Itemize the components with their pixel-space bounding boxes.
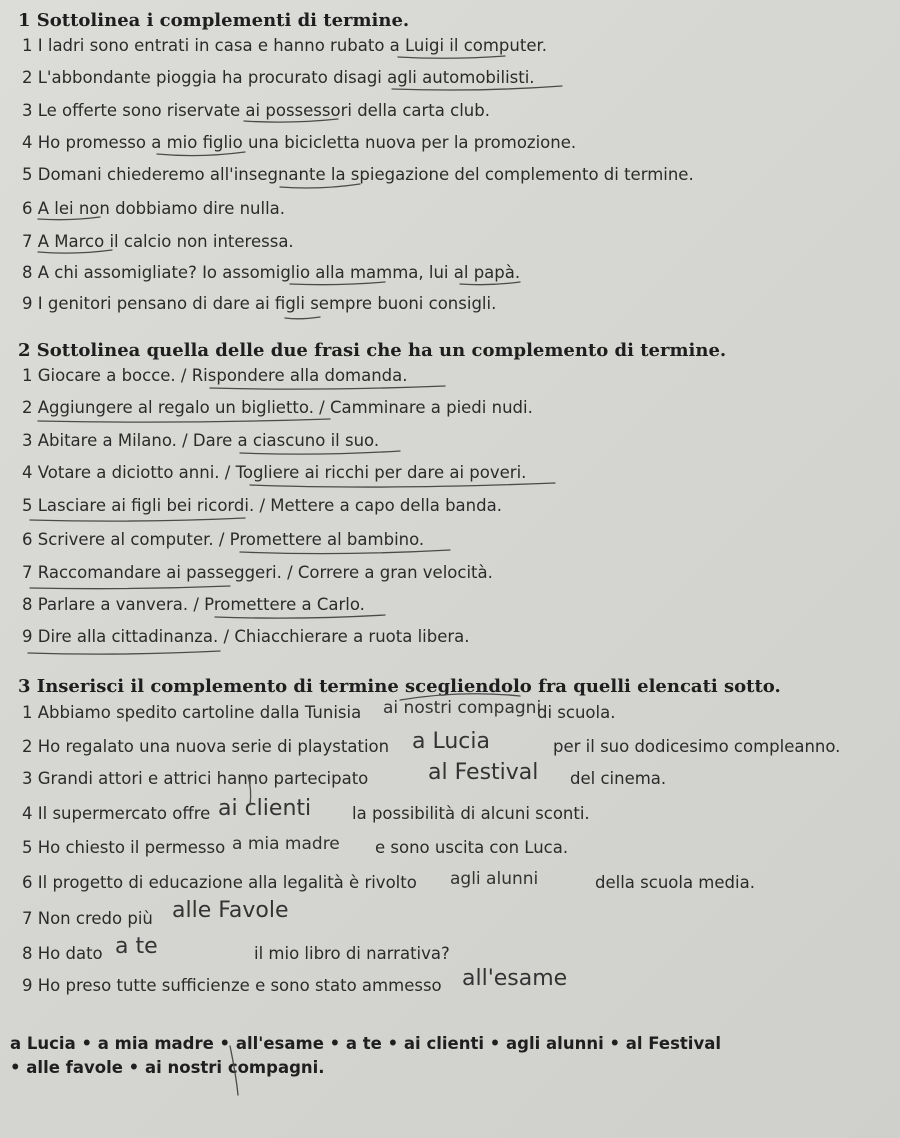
ex1-item-9: 9 I genitori pensano di dare ai figli sempre buoni consigli.: [22, 294, 497, 313]
ex2-item-6: 6 Scrivere al computer. / Promettere al bambino.: [22, 530, 425, 549]
ex1-item-7: 7 A Marco il calcio non interessa.: [22, 232, 294, 251]
ex3-item-7-answer: alle Favole: [172, 898, 289, 923]
ex3-item-9-text: 9 Ho preso tutte sufficienze e sono stato ammesso: [22, 976, 442, 995]
ex3-item-1-text: 1 Abbiamo spedito cartoline dalla Tunisia: [22, 703, 362, 722]
ex2-item-5: 5 Lasciare ai figli bei ricordi. / Mettere a capo della banda.: [22, 496, 502, 515]
word-bank-line-2: • alle favole • ai nostri compagni.: [10, 1058, 325, 1077]
ex3-item-7-text: 7 Non credo più: [22, 909, 153, 928]
ex2-item-9: 9 Dire alla cittadinanza. / Chiacchierare a ruota libera.: [22, 627, 470, 646]
ex3-item-3-text: 3 Grandi attori e attrici hanno partecipato: [22, 769, 369, 788]
ex3-item-4-after: la possibilità di alcuni sconti.: [352, 804, 590, 823]
ex3-item-6-answer: agli alunni: [450, 869, 539, 889]
ex3-item-9-answer: all'esame: [462, 966, 568, 991]
ex2-item-3: 3 Abitare a Milano. / Dare a ciascuno il suo.: [22, 431, 380, 450]
ex3-item-8-answer: a te: [115, 934, 158, 959]
ex3-item-1-after: di scuola.: [537, 703, 616, 722]
ex3-item-8-after: il mio libro di narrativa?: [254, 944, 450, 963]
ex2-item-1: 1 Giocare a bocce. / Rispondere alla domanda.: [22, 366, 408, 385]
exercise-1-title: 1 Sottolinea i complementi di termine.: [18, 10, 410, 31]
ex3-item-3-after: del cinema.: [570, 769, 667, 788]
ex3-item-1-answer: ai nostri compagni: [383, 698, 542, 718]
ex3-item-6-after: della scuola media.: [595, 873, 755, 892]
ex1-item-5: 5 Domani chiederemo all'insegnante la spiegazione del complemento di termine.: [22, 165, 694, 184]
ex1-item-3: 3 Le offerte sono riservate ai possessori della carta club.: [22, 101, 490, 120]
ex2-item-8: 8 Parlare a vanvera. / Promettere a Carlo.: [22, 595, 365, 614]
ex1-item-2: 2 L'abbondante pioggia ha procurato disagi agli automobilisti.: [22, 68, 535, 87]
ex3-item-2-answer: a Lucia: [412, 729, 490, 754]
ex1-item-4: 4 Ho promesso a mio figlio una bicicletta nuova per la promozione.: [22, 133, 577, 152]
word-bank-line-1: a Lucia • a mia madre • all'esame • a te • ai clienti • agli alunni • al Festival: [10, 1034, 722, 1053]
exercise-3-title: 3 Inserisci il complemento di termine scegliendolo fra quelli elencati sotto.: [18, 676, 781, 697]
ex1-item-1: 1 I ladri sono entrati in casa e hanno rubato a Luigi il computer.: [22, 36, 547, 55]
ex3-item-6-text: 6 Il progetto di educazione alla legalità è rivolto: [22, 873, 417, 892]
ex3-item-3-answer: al Festival: [428, 760, 539, 785]
ex3-item-2-text: 2 Ho regalato una nuova serie di playstation: [22, 737, 390, 756]
ex2-item-4: 4 Votare a diciotto anni. / Togliere ai ricchi per dare ai poveri.: [22, 463, 527, 482]
ex3-item-8-text: 8 Ho dato: [22, 944, 103, 963]
ex3-item-5-after: e sono uscita con Luca.: [375, 838, 569, 857]
ex2-item-2: 2 Aggiungere al regalo un biglietto. / Camminare a piedi nudi.: [22, 398, 533, 417]
ex3-item-4-text: 4 Il supermercato offre: [22, 804, 211, 823]
exercise-2-title: 2 Sottolinea quella delle due frasi che ha un complemento di termine.: [18, 340, 727, 361]
ex1-item-8: 8 A chi assomigliate? Io assomiglio alla mamma, lui al papà.: [22, 263, 521, 282]
ex3-item-5-answer: a mia madre: [232, 834, 340, 854]
ex3-item-5-text: 5 Ho chiesto il permesso: [22, 838, 226, 857]
ex2-item-7: 7 Raccomandare ai passeggeri. / Correre a gran velocità.: [22, 563, 493, 582]
ex3-item-4-answer: ai clienti: [218, 796, 312, 821]
ex3-item-2-after: per il suo dodicesimo compleanno.: [553, 737, 841, 756]
ex1-item-6: 6 A lei non dobbiamo dire nulla.: [22, 199, 286, 218]
